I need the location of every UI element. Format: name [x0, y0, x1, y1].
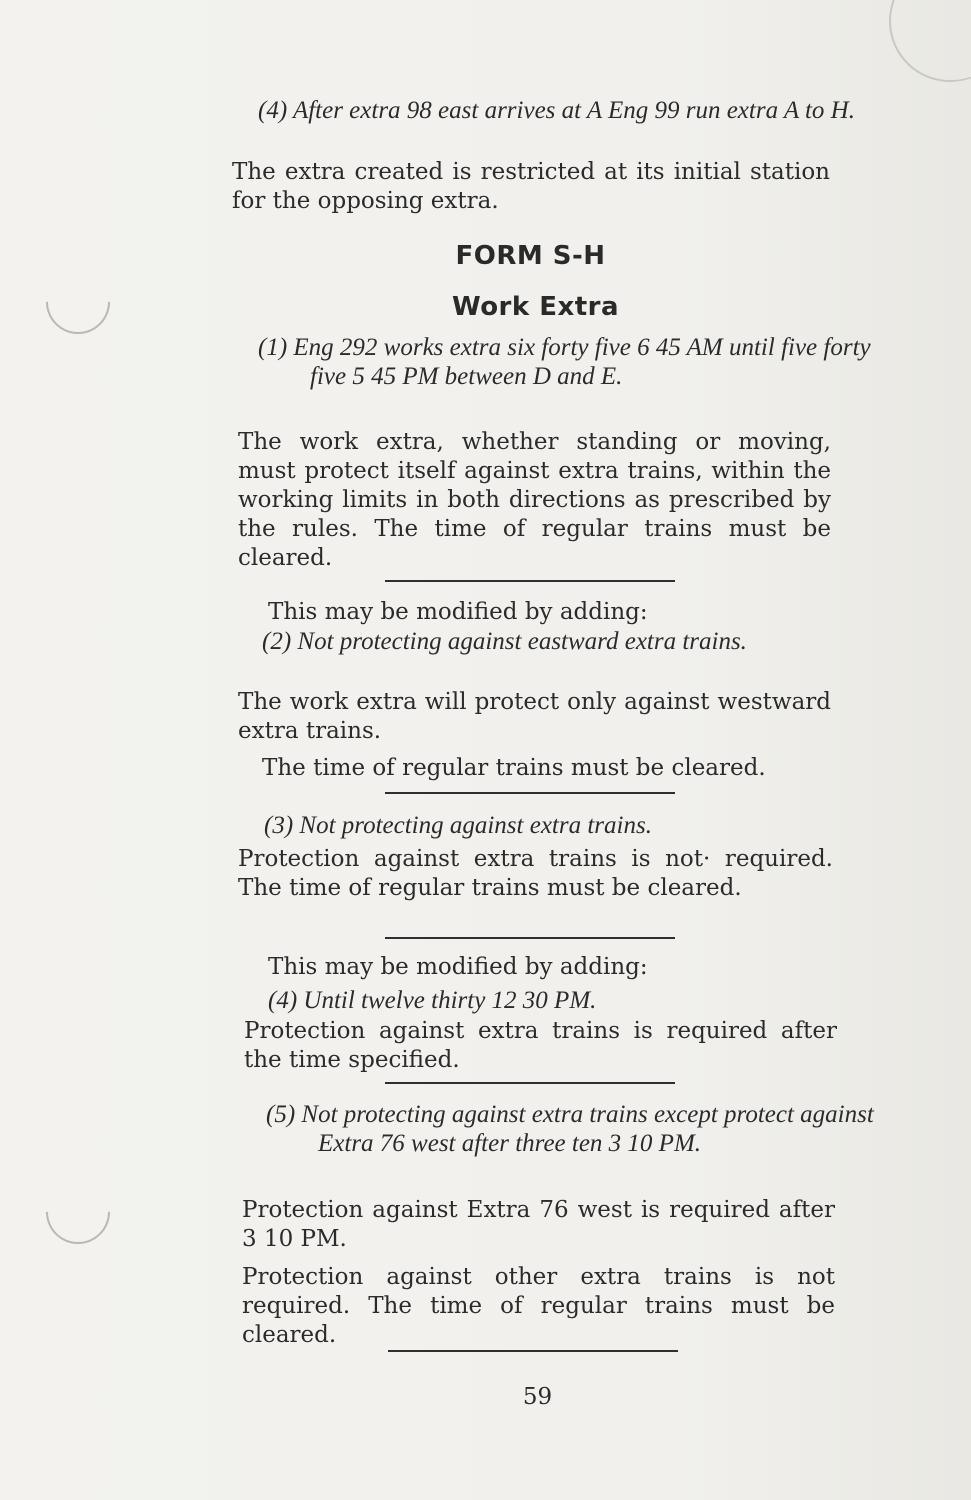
divider-rule-5 [388, 1350, 678, 1352]
order-2: (2) Not protecting against eastward extra trains. [262, 628, 747, 655]
modified-note-2: This may be modified by adding: [268, 954, 648, 980]
paragraph-time-cleared: The time of regular trains must be cleared. [262, 755, 766, 781]
modified-note-1: This may be modified by adding: [268, 599, 648, 625]
divider-rule-1 [385, 580, 675, 582]
page-number: 59 [522, 1384, 553, 1410]
order-3: (3) Not protecting against extra trains. [264, 812, 652, 839]
binder-hole-bottom [33, 1167, 124, 1258]
order-1: (1) Eng 292 works extra six forty five 6 45 AM until five forty five 5 45 PM between D and E. [258, 334, 871, 390]
order-5: (5) Not protecting against extra trains except protect against Extra 76 west after three ten 3 10 PM. [266, 1101, 874, 1157]
paragraph-not-required: Protection against extra trains is not· required. The time of regular trains must be cleared. [238, 846, 833, 901]
paragraph-required-after: Protection against extra trains is required after the time specified. [244, 1018, 837, 1073]
divider-rule-4 [385, 1082, 675, 1084]
paragraph-westward: The work extra will protect only against westward extra trains. [238, 689, 831, 744]
form-heading: FORM S-H [455, 241, 606, 271]
order-4-bottom: (4) Until twelve thirty 12 30 PM. [268, 987, 597, 1014]
divider-rule-3 [385, 937, 675, 939]
paragraph-restricted: The extra created is restricted at its initial station for the opposing extra. [232, 159, 830, 214]
paragraph-other-extras: Protection against other extra trains is not required. The time of regular trains must be cleared. [242, 1264, 835, 1348]
divider-rule-2 [385, 792, 675, 794]
order-4-top: (4) After extra 98 east arrives at A Eng 99 run extra A to H. [258, 97, 855, 124]
paragraph-extra-76: Protection against Extra 76 west is required after 3 10 PM. [242, 1197, 835, 1252]
sub-heading: Work Extra [451, 292, 620, 322]
page-corner-curl [879, 0, 971, 92]
paragraph-work-extra: The work extra, whether standing or moving, must protect itself against extra trains, within the working limits in both directions as prescribed by the rules. The time of regular trains must be cleared. [238, 429, 831, 571]
